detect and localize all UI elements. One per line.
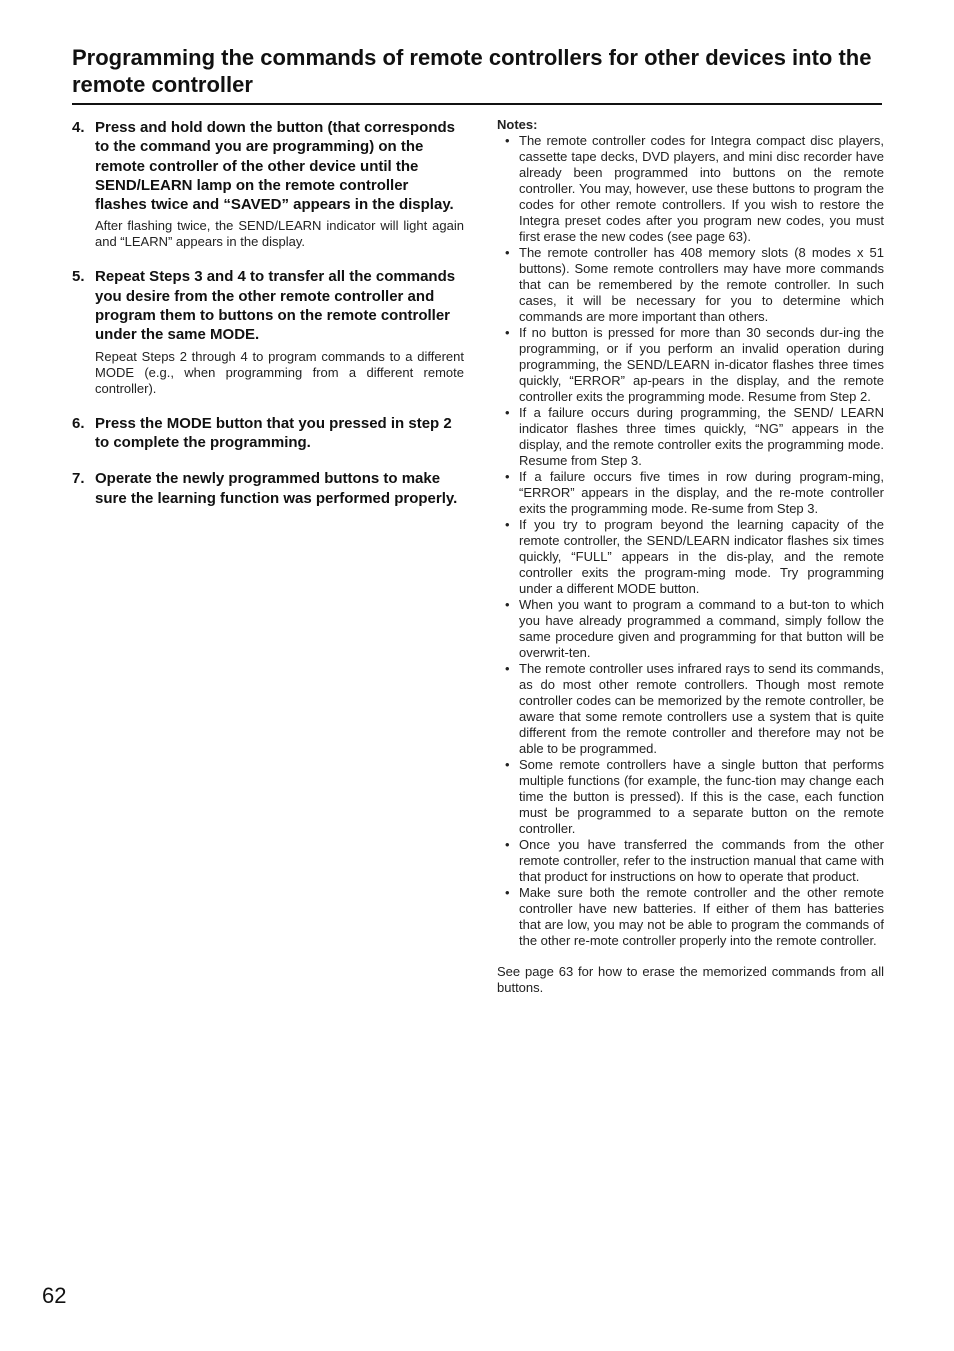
step-4	[72, 118, 464, 250]
bullet-icon: •	[505, 245, 510, 260]
note-text: Once you have transferred the commands from the other remote controller, refer to the instruction manual that came with that product for instructions on how to operate that product.	[519, 837, 884, 884]
step-number: 4.	[72, 119, 85, 136]
notes-heading: Notes:	[497, 117, 538, 132]
step-instruction: Operate the newly programmed buttons to make sure the learning function was performed properly.	[95, 470, 458, 507]
step-number: 6.	[72, 414, 85, 432]
step-5	[72, 267, 464, 396]
note-text: The remote controller codes for Integra compact disc players, cassette tape decks, DVD players, and mini disc recorder have already been programmed into buttons on the remote controller. You may, however, use these buttons to program the codes for other remote controllers. If you wish to restore the Integra preset codes after you program new codes, you must first erase the new codes (see page 63).	[519, 133, 884, 244]
step-7	[72, 469, 464, 508]
bullet-icon: •	[505, 469, 510, 484]
note-text: If no button is pressed for more than 30 seconds dur-ing the programming, or if you perform an invalid operation during programming, the SEND/LEARN in-dicator flashes three times quickly, “ERROR” ap-pears in the display, and the remote controller exits the programming mode. Resume from Step 2.	[519, 325, 884, 404]
step-6	[72, 414, 464, 453]
bullet-icon: •	[505, 517, 510, 532]
note-item	[497, 325, 884, 405]
note-text: Some remote controllers have a single button that performs multiple functions (for example, the func-tion may change each time the button is pressed). If this is the case, each function must be programmed to a separate button on the remote controller.	[519, 757, 884, 836]
page-number: 62	[42, 1283, 67, 1308]
note-item	[497, 133, 884, 245]
notes-column	[497, 117, 884, 996]
note-text: If a failure occurs five times in row during program-ming, “ERROR” appears in the display, and the re-mote controller exits the programming mode. Re-sume from Step 3.	[519, 469, 884, 516]
page-title: Programming the commands of remote controllers for other devices into the remote controller	[72, 45, 872, 97]
bullet-icon: •	[505, 597, 510, 612]
step-instruction: Press and hold down the button (that corresponds to the command you are programming) on the remote controller of the other device until the SEND/LEARN lamp on the remote controller flashes twice and “SAVED” appears in the display.	[95, 119, 456, 214]
bullet-icon: •	[505, 757, 510, 772]
bullet-icon: •	[505, 405, 510, 420]
step-note: After flashing twice, the SEND/LEARN indicator will light again and “LEARN” appears in the display.	[95, 218, 464, 250]
bullet-icon: •	[505, 837, 510, 852]
note-item	[497, 469, 884, 517]
note-item	[497, 245, 884, 325]
bullet-icon: •	[505, 885, 510, 900]
step-number: 7.	[72, 470, 85, 488]
note-item	[497, 517, 884, 597]
see-page-note: See page 63 for how to erase the memorized commands from all buttons.	[497, 964, 884, 995]
note-item	[497, 661, 884, 757]
bullet-icon: •	[505, 325, 510, 340]
note-text: If a failure occurs during programming, the SEND/ LEARN indicator flashes three times quickly, “NG” appears in the display, and the remote controller exits the programming mode. Resume from Step 3.	[519, 405, 884, 468]
step-instruction: Press the MODE button that you pressed in step 2 to complete the programming.	[95, 414, 452, 451]
notes-list	[497, 133, 884, 949]
step-instruction: Repeat Steps 3 and 4 to transfer all the commands you desire from the other remote controller and program them to buttons on the remote controller under the same MODE.	[95, 268, 456, 344]
note-item	[497, 757, 884, 837]
title-divider	[72, 103, 882, 105]
note-text: The remote controller has 408 memory slots (8 modes x 51 buttons). Some remote controllers may have more commands that can be remembered by the remote controller. In such cases, it will be necessary for you to determine which commands are more important than others.	[519, 245, 884, 324]
step-number: 5.	[72, 268, 85, 286]
note-item	[497, 885, 884, 949]
note-text: When you want to program a command to a but-ton to which you have already programmed a command, simply follow the same procedure given and programming for that button will be overwrit-ten.	[519, 597, 884, 660]
bullet-icon: •	[505, 661, 510, 676]
note-text: If you try to program beyond the learning capacity of the remote controller, the SEND/LEARN indicator flashes six times quickly, “FULL” appears in the dis-play, and the remote controller exits the program-ming mode. Try programming under a different MODE button.	[519, 517, 884, 596]
note-item	[497, 837, 884, 885]
note-item	[497, 405, 884, 469]
bullet-icon: •	[505, 133, 510, 148]
step-note: Repeat Steps 2 through 4 to program commands to a different MODE (e.g., when programming from a different remote controller).	[95, 348, 464, 396]
steps-column	[72, 118, 464, 525]
note-text: The remote controller uses infrared rays to send its commands, as do most other remote controllers. Though most remote controller codes can be memorized by the remote controller, be aware that some remote controllers use a system that is quite different from the remote controller and therefore may not be able to be programmed.	[519, 661, 884, 756]
note-text: Make sure both the remote controller and the other remote controller have new batteries. If either of them has batteries that are low, you may not be able to program the commands of the other re-mote controller properly into the remote controller.	[519, 885, 884, 948]
note-item	[497, 597, 884, 661]
